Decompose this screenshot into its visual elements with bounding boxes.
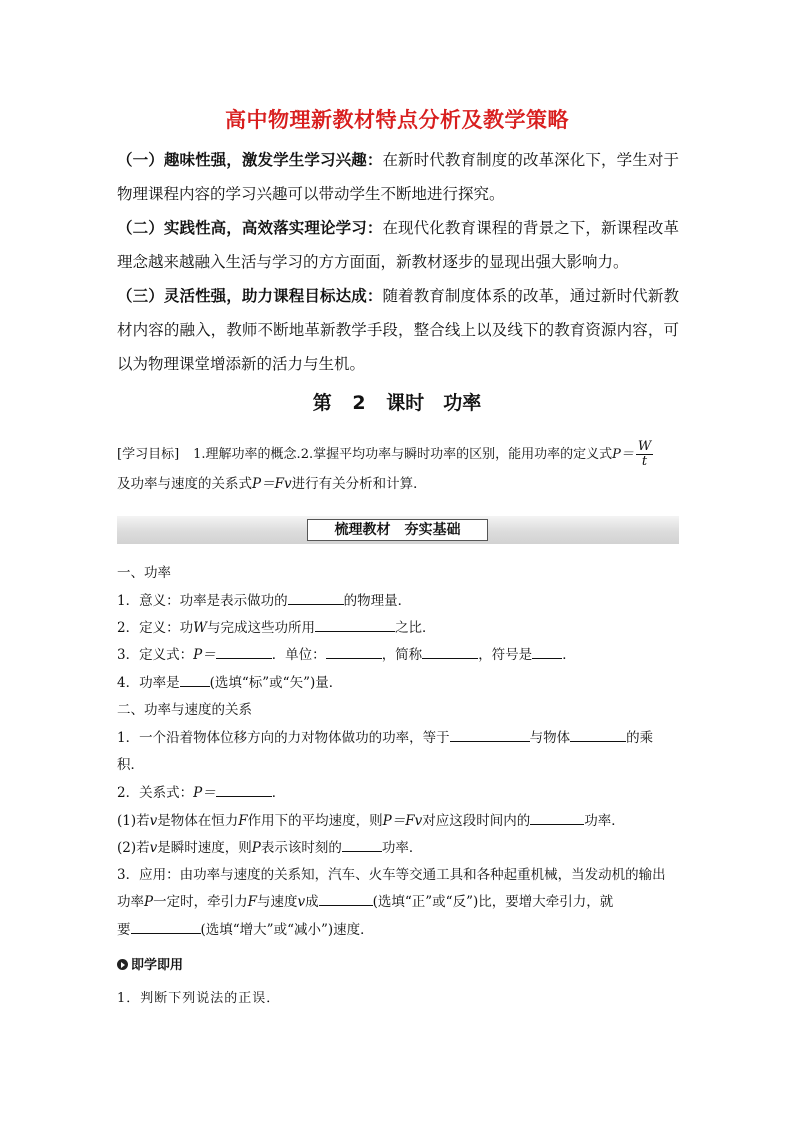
symbol-v: v [149, 840, 158, 856]
answer-blank[interactable] [532, 646, 562, 659]
banner-label: 梳理教材 夯实基础 [307, 519, 488, 541]
answer-blank[interactable] [342, 839, 382, 852]
goals-text-3: 进行有关分析和计算． [291, 476, 427, 492]
symbol-v: v [297, 894, 306, 910]
text: 与物体 [529, 730, 571, 746]
answer-blank[interactable] [216, 646, 272, 659]
intro-paragraph-3 [117, 279, 679, 381]
goals-tag: [学习目标] [117, 447, 180, 462]
text: (选填“正”或“反”)比，要增大牵引力，就 [372, 894, 614, 910]
symbol-f: F [247, 894, 257, 910]
intro-heading-3: （三）灵活性强，助力课程目标达成： [117, 287, 383, 305]
text: 表示该时刻的 [260, 840, 342, 856]
symbol-p: P＝ [193, 785, 216, 801]
intro-heading-2: （二）实践性高，高效落实理论学习： [117, 219, 383, 237]
text: 之比． [394, 620, 436, 636]
intro-section [117, 143, 679, 381]
text: (选填“增大”或“减小”)速度． [200, 922, 374, 938]
lesson-title: 第 2 课时 功率 [312, 392, 482, 414]
text: 与完成这些功所用 [206, 620, 315, 636]
text: 成 [305, 894, 319, 910]
text: ． [271, 785, 286, 801]
text: 一定时，牵引力 [153, 894, 248, 910]
text: 是瞬时速度，则 [157, 840, 252, 856]
sec2-line-1 [117, 726, 653, 746]
text: 是物体在恒力 [157, 813, 239, 829]
text: 的乘 [626, 730, 654, 746]
text: ，符号是 [478, 647, 533, 663]
sec2-line-5: 3．应用：由功率与速度的关系知，汽车、火车等交通工具和各种起重机械，当发动机的输出 [117, 867, 666, 883]
text: ，简称 [381, 647, 423, 663]
answer-blank[interactable] [422, 646, 478, 659]
fraction-denominator: t [641, 454, 648, 469]
symbol-p: P＝ [193, 647, 216, 663]
sec2-line-7 [117, 918, 374, 938]
intro-text-2: 在现代化教育课程的背景之下，新课程改革理念越来越融入生活与学习的方方面面，新教材逐步的显现出强大影响力。 [117, 219, 679, 271]
intro-text-3: 随着教育制度体系的改革，通过新时代新教材内容的融入，教师不断地革新教学手段，整合线上以及线下的教育资源内容，可以为物理课堂增添新的活力与生机。 [117, 287, 679, 373]
text: (1)若 [117, 813, 150, 829]
formula-p-fv: P＝Fv [252, 476, 292, 492]
answer-blank[interactable] [326, 646, 382, 659]
power-fraction [636, 440, 653, 469]
text: ． [562, 647, 576, 663]
goals-line-1 [117, 440, 679, 474]
goals-line-2 [117, 474, 679, 494]
answer-blank[interactable] [288, 592, 344, 605]
text: 2．定义：功 [117, 620, 194, 636]
text: 与速度 [256, 894, 298, 910]
text: 功率． [584, 813, 625, 829]
symbol-v: v [149, 813, 158, 829]
practice-heading-text: 即学即用 [131, 958, 184, 973]
practice-question-1: 1．判断下列说法的正误． [117, 991, 281, 1006]
sec2-line-3 [117, 809, 625, 829]
answer-blank[interactable] [319, 893, 373, 906]
goals-text-2: 及功率与速度的关系式 [117, 476, 252, 492]
intro-heading-1: （一）趣味性强，激发学生学习兴趣： [117, 151, 383, 169]
text: ．单位： [271, 647, 326, 663]
formula-lhs: P＝ [612, 447, 634, 462]
text: (2)若 [117, 840, 150, 856]
intro-text-1: 在新时代教育制度的改革深化下，学生对于物理课程内容的学习兴趣可以带动学生不断地进行探究。 [117, 151, 679, 203]
goals-text-1: 1.理解功率的概念.2.掌握平均功率与瞬时功率的区别，能用功率的定义式 [193, 447, 613, 462]
answer-blank[interactable] [450, 729, 530, 742]
section-1-heading: 一、功率 [117, 565, 171, 581]
symbol-f: F [238, 813, 248, 829]
symbol-p: P [144, 894, 154, 910]
text: 对应这段时间内的 [422, 813, 531, 829]
text: 功率． [381, 840, 423, 856]
answer-blank[interactable] [315, 619, 395, 632]
sec2-line-4 [117, 836, 422, 856]
text: 作用下的平均速度，则 [247, 813, 383, 829]
section-2-heading: 二、功率与速度的关系 [117, 702, 252, 718]
sec2-line-6 [117, 890, 613, 910]
intro-paragraph-1 [117, 143, 679, 211]
sec1-line-3 [117, 643, 576, 663]
document-title: 高中物理新教材特点分析及教学策略 [225, 108, 569, 132]
symbol-p: P [251, 840, 261, 856]
fraction-numerator: W [637, 439, 652, 454]
text: 功率 [117, 894, 144, 910]
sec1-line-2 [117, 616, 435, 636]
formula-p-fv: P＝Fv [382, 813, 423, 829]
learning-goals [117, 440, 679, 494]
text: 要 [117, 922, 131, 938]
text: 的物理量． [343, 593, 412, 609]
text: 1．意义：功率是表示做功的 [117, 593, 288, 609]
text: 4．功率是 [117, 675, 180, 691]
intro-paragraph-2 [117, 211, 679, 279]
answer-blank[interactable] [180, 674, 210, 687]
text: 1．一个沿着物体位移方向的力对物体做功的功率，等于 [117, 730, 450, 746]
play-circle-icon [117, 959, 128, 970]
sec1-line-4 [117, 671, 342, 691]
sec2-line-1b: 积． [117, 757, 144, 773]
text: 2．关系式： [117, 785, 194, 801]
symbol-w: W [193, 620, 207, 636]
practice-heading [117, 954, 183, 973]
answer-blank[interactable] [530, 812, 584, 825]
answer-blank[interactable] [216, 784, 272, 797]
text: 3．定义式： [117, 647, 194, 663]
text: (选填“标”或“矢”)量． [209, 675, 343, 691]
sec1-line-1 [117, 589, 411, 609]
answer-blank[interactable] [570, 729, 626, 742]
sec2-line-2 [117, 781, 285, 801]
answer-blank[interactable] [131, 921, 201, 934]
section-banner [117, 516, 679, 544]
